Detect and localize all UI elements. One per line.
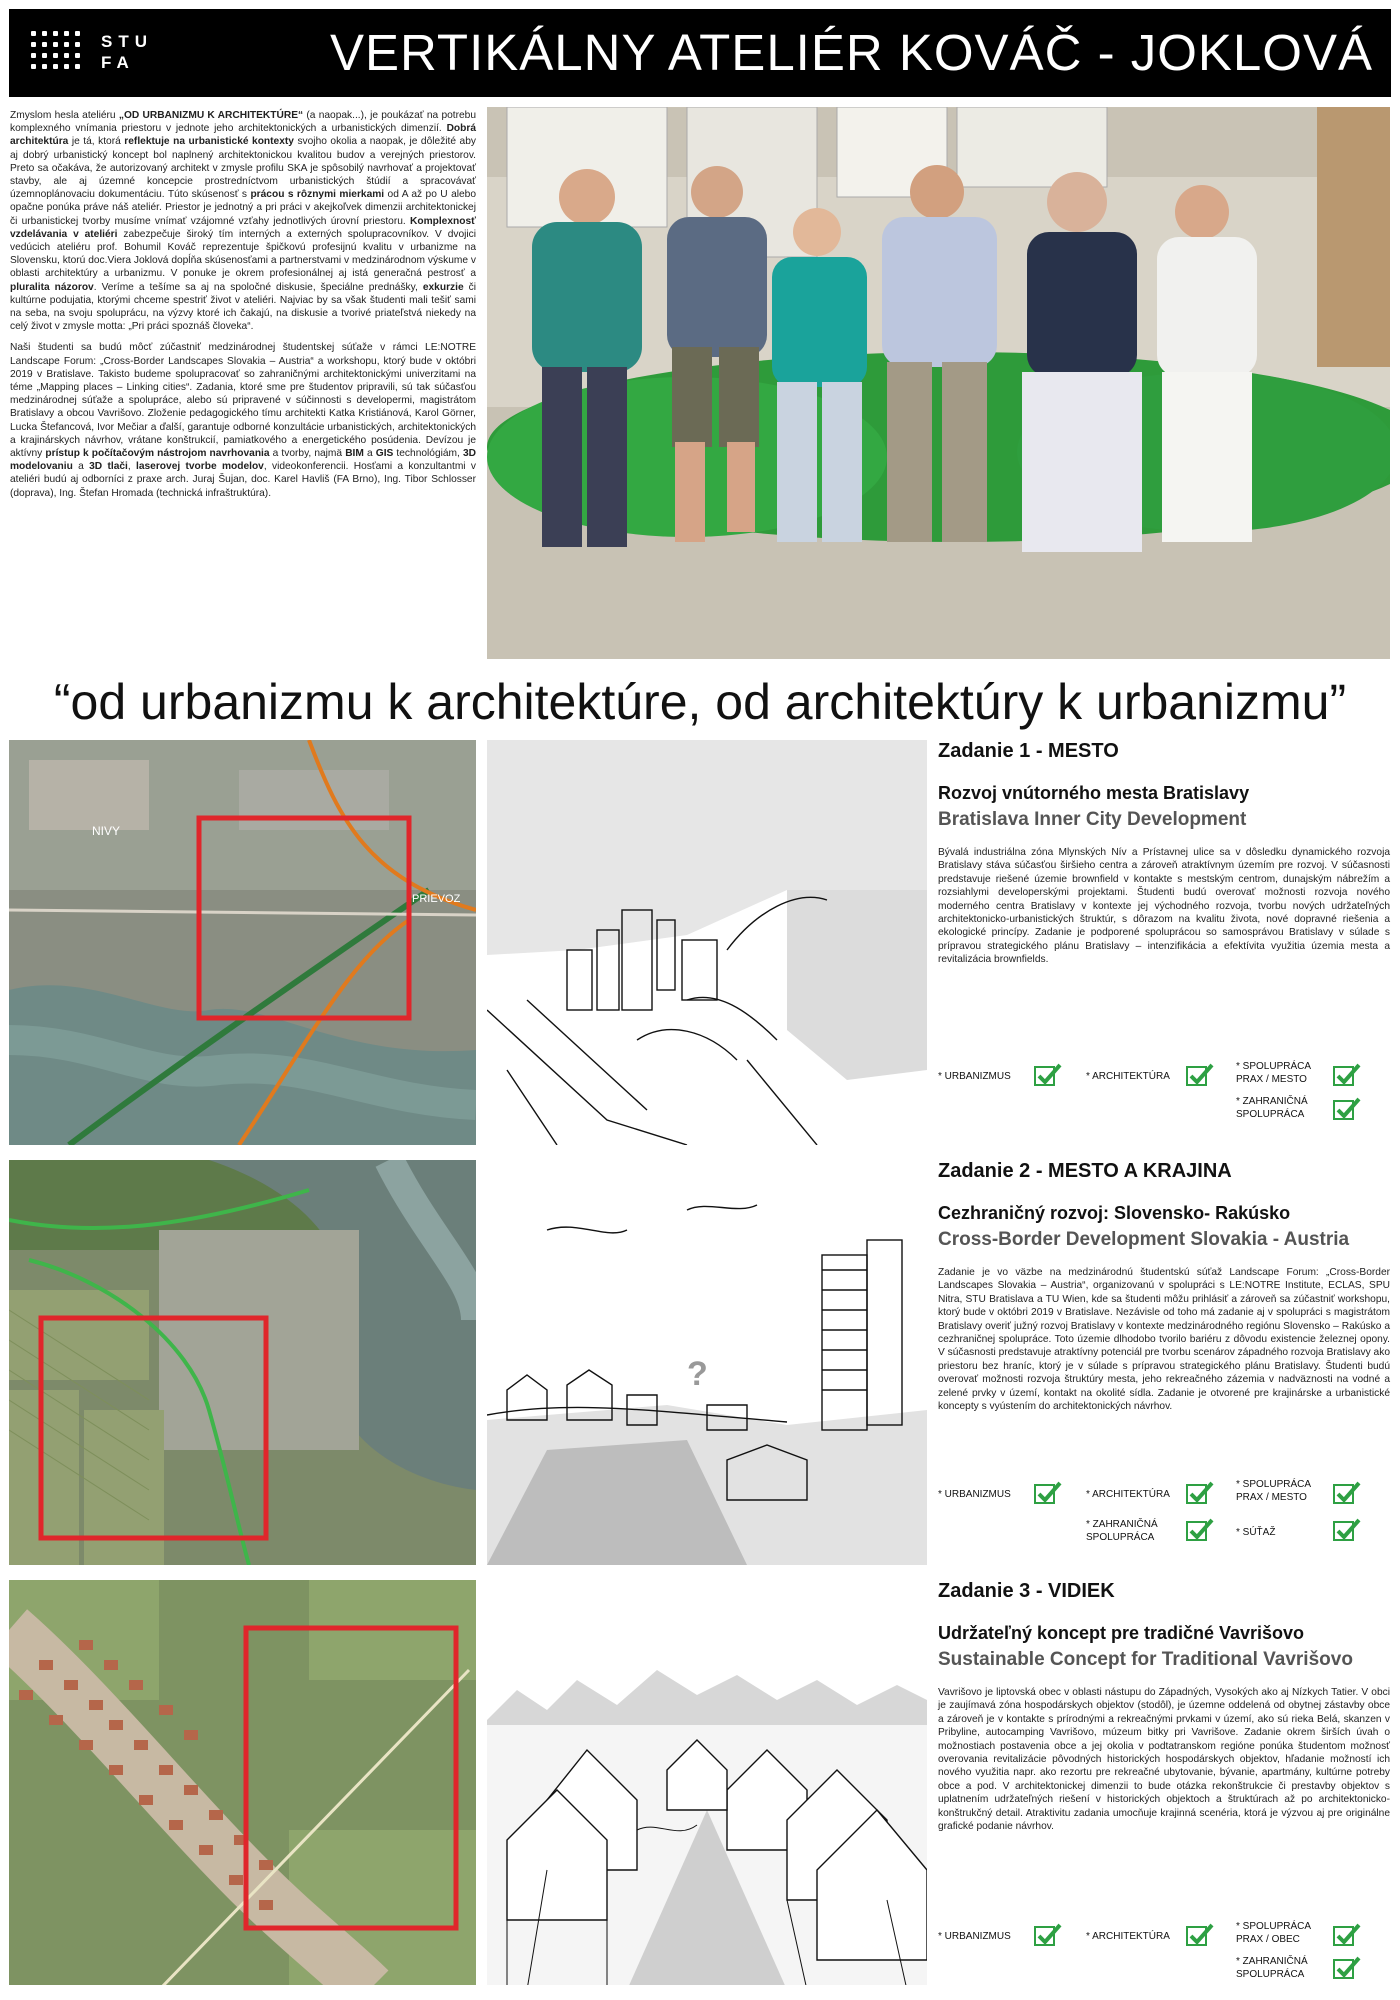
task3-aerial-map	[9, 1580, 476, 1985]
check-icon	[1034, 1923, 1062, 1947]
intro-paragraph-2: Naši študenti sa budú môcť zúčastniť medzinárodnej študentskej súťaže v rámci LE:NOTRE Landscape Forum: „Cross-Border Landscapes Slovakia – Austria“ a workshopu, ktorý bude v októbri 2019 v Bratislave. Takisto budeme spolupracovať so zahraničnými architektonickými univerzitami na téme „Mapping places – Linking cities“. Zadania, ktoré sme pre študentov pripravili, sú tak súčasťou medzinárodnej súťaže a spolupráce, alebo sú pripravené v súčinnosti s developermi, magistrátom Bratislavy a obcou Vavrišovo. Zloženie pedagogického tímu architekti Katka Kristiánová, Karol Görner, Lucka Štefancová, Ivor Mečiar a ďalší, garantuje odborné konzultácie urbanistických, architektonických a krajinárskych návrhov, vrátane konštrukcií, pamiatkového a energetického posúdenia. Devízou je aktívny prístup k počítačovým nástrojom navrhovania a tvorby, najmä BIM a GIS technológiám, 3D modelovaniu a 3D tlači, laserovej tvorbe modelov, videokonferencii. Hosťami a konzultantmi v ateliéri budú aj odborníci z praxe arch. Juraj Šujan, doc. Karel Havliš (FA Brno), Ing. Tibor Schlosser (doprava), Ing. Štefan Hromada (technická infraštruktúra).	[10, 342, 476, 499]
task3-title-sk: Udržateľný koncept pre tradičné Vavrišovo	[938, 1623, 1305, 1643]
task2-title-sk: Cezhraničný rozvoj: Slovensko- Rakúsko	[938, 1203, 1291, 1223]
task3-description	[938, 1578, 1390, 1833]
task1-text: Bývalá industriálna zóna Mlynských Nív a Prístavnej ulice sa v dôsledku dynamického rozvoja Bratislavy stáva súčasťou širšieho centra a zároveň atraktívnym územím pre rozvoj. V súčasnosti predstavuje riešené územie brownfield v kontakte s mestským centrom, dunajským nábrežím a rozsiahlymi developerskými projektami. Študenti budú overovať možnosti rozvoja nového moderného centra Bratislavy v kontexte jej východného rozvoja, tvorbu nových udržateľných architektonicko-urbanistických štruktúr, s dôrazom na kvalitu života, nové dopravné riešenia a ekologické princípy. Zadanie je podporené spoluprácou so samosprávou Bratislavy v súlade s prípravou strategického plánu Bratislavy – intenzifikácia a efektívita využitia územia mesta a revitalizácia brownfields.	[938, 847, 1390, 966]
task1-sketch	[487, 740, 927, 1145]
team-photo	[487, 107, 1390, 659]
task2-description	[938, 1158, 1390, 1413]
check-icon	[1333, 1481, 1361, 1505]
task2-text: Zadanie je vo väzbe na medzinárodnú študentskú súťaž Landscape Forum: „Cross-Border Landscapes Slovakia – Austria“, organizovanú v spolupráci s LE:NOTRE Institute, ECLAS, SPU Nitra, STU Bratislava a TU Wien, kde sa študenti môžu prihlásiť a zároveň sa zúčastniť workshopu, ktorý bude v októbri 2019 v Bratislave. Nezávisle od toho má zadanie aj v spolupráci s magistrátom Bratislavy overiť južný rozvoj Bratislavy v kontexte medzinárodného regiónu Slovensko – Rakúsko a cezhraničnej spolupráce. Toto územie dlhodobo tvorilo bariéru z dôvodu existencie železnej opony. V súčasnosti predstavuje atraktívny potenciál pre tvorbu scenárov západného rozvoja Bratislavy ako priestoru bez hraníc, ktorý je v súlade s prípravou strategického plánu Bratislavy. Študenti budú overovať možnosti rozvoja štruktúry mesta, jeho rekreačného zázemia v nadväznosti na vodné a zelené prvky v území, kontakt na okolité sídla. Zadanie je otvorené pre krajinárske a urbanistické koncepty s vyústením do architektonických návrhov.	[938, 1267, 1390, 1413]
task3-sketch	[487, 1580, 927, 1985]
task2-title-en: Cross-Border Development Slovakia - Austria	[938, 1229, 1350, 1250]
check-spolupraca-label: * SPOLUPRÁCA PRAX / MESTO	[1236, 1479, 1312, 1503]
map-label-nivy: NIVY	[92, 824, 121, 838]
logo-text-fa: FA	[101, 53, 135, 72]
check-spolupraca-label: * SPOLUPRÁCA PRAX / OBEC	[1236, 1921, 1312, 1945]
check-urbanizmus-label: * URBANIZMUS	[938, 1071, 1011, 1082]
check-icon	[1333, 1063, 1361, 1087]
check-zahranicna-label: * ZAHRANIČNÁ SPOLUPRÁCA	[1086, 1519, 1158, 1543]
header-bar	[9, 9, 1391, 97]
task3-title-en: Sustainable Concept for Traditional Vavrišovo	[938, 1649, 1353, 1670]
check-urbanizmus-label: * URBANIZMUS	[938, 1931, 1011, 1942]
task3-text: Vavrišovo je liptovská obec v oblasti nástupu do Západných, Vysokých ako aj Nízkych Tatier. V obci je zaujímavá zóna hospodárskych objektov (stodôl), je územne oddelená od obytnej zástavby obce a zároveň je v kontakte s prírodnými a rekreačnými prvkami v území, ako sú rieka Belá, skanzen v Pribyline, autocamping Vavrišovo, múzeum bitky pri Vavrišove. Zadanie okrem širších úvah o možnostiach postavenia obce a jej okolia v podtatranskom regióne ponúka študentom možnosť overovania revitalizácie pôvodných historických hospodárskych objektov, hľadanie možností ich nového využitia napr. ako rezortu pre rekreačné ubytovanie, bývanie, apartmány, kultúrne potreby obce a pod. V architektonickej dimenzii to bude otázka rekonštrukcie či prestavby objektov s uplatnením udržateľných riešení v historických objektoch a štruktúrach až po architektonicko-konštrukčný detail. Atraktivitu zadania umocňuje krajinná scenéria, ktorá je výzvou aj pre originálne grafické podanie návrhov.	[938, 1687, 1390, 1833]
check-architektura-label: * ARCHITEKTÚRA	[1086, 1931, 1170, 1942]
check-icon	[1034, 1481, 1062, 1505]
logo-dots-icon	[31, 29, 87, 75]
task2-aerial-map	[9, 1160, 476, 1565]
check-sutaz-label: * SÚŤAŽ	[1236, 1527, 1276, 1538]
map-label-prievoz: PRIEVOZ	[412, 893, 461, 905]
check-zahranicna-label: * ZAHRANIČNÁ SPOLUPRÁCA	[1236, 1096, 1308, 1120]
check-icon	[1186, 1518, 1214, 1542]
check-zahranicna-label: * ZAHRANIČNÁ SPOLUPRÁCA	[1236, 1956, 1308, 1980]
task1-title-en: Bratislava Inner City Development	[938, 809, 1247, 830]
check-icon	[1333, 1956, 1361, 1980]
check-icon	[1186, 1063, 1214, 1087]
check-icon	[1333, 1923, 1361, 1947]
page-title: VERTIKÁLNY ATELIÉR KOVÁČ - JOKLOVÁ	[329, 24, 1373, 81]
logo-text-stu: STU	[101, 32, 153, 51]
task2-sketch	[487, 1160, 927, 1565]
task1-title-sk: Rozvoj vnútorného mesta Bratislavy	[938, 783, 1250, 803]
check-urbanizmus-label: * URBANIZMUS	[938, 1489, 1011, 1500]
svg-text:?: ?	[687, 1355, 708, 1393]
task2-heading: Zadanie 2 - MESTO A KRAJINA	[938, 1160, 1232, 1182]
check-architektura-label: * ARCHITEKTÚRA	[1086, 1489, 1170, 1500]
task3-heading: Zadanie 3 - VIDIEK	[938, 1580, 1115, 1602]
task1-heading: Zadanie 1 - MESTO	[938, 740, 1119, 762]
check-architektura-label: * ARCHITEKTÚRA	[1086, 1071, 1170, 1082]
task1-description	[938, 738, 1390, 967]
check-icon	[1333, 1518, 1361, 1542]
stu-fa-logo	[31, 29, 171, 79]
intro-text	[10, 109, 476, 508]
check-icon	[1186, 1481, 1214, 1505]
intro-paragraph-1: Zmyslom hesla ateliéru „OD URBANIZMU K ARCHITEKTÚRE“ (a naopak...), je poukázať na potrebu komplexného vnímania priestoru v jednote jeho architektonických a urbanistických dimenzií. Dobrá architektúra je tá, ktorá reflektuje na urbanistické kontexty svojho okolia a naopak, je dôležité aby aj dobrý urbanistický koncept bol naplnený architektonickou kvalitou budov a verejných priestorov. Preto sa očakáva, že autorizovaný architekt v zmysle profilu SKA je spôsobilý navrhovať a projektovať stavby, ale aj územné koncepcie prostredníctvom urbanistických štúdií a spracovávať územnoplánovaciu dokumentáciu. Túto skúsenosť s prácou s rôznymi mierkami od A až po U alebo opačne ponúka práve náš ateliér. Priestor je jednotný a pri práci v akejkoľvek dimenzii architektonickej či urbanistickej tvorby musíme vnímať vzájomné vzťahy jednotlivých úrovní priestoru. Komplexnosť vzdelávania v ateliéri zabezpečuje široký tím interných a externých spolupracovníkov. V dvojici vedúcich ateliéru prof. Bohumil Kováč reprezentuje špičkovú profesijnú kvalitu v urbanizme na Slovensku, ktorú doc.Viera Joklová dopĺňa skúsenosťami a partnerstvami v medzinárodnom výskume v oblasti architektúry a urbanizmu. V ponuke je okrem profesionálnej aj istá generačná pestrosť a pluralita názorov. Veríme a tešíme sa aj na spoločné diskusie, špeciálne prednášky, exkurzie či kultúrne podujatia, ktorými chceme spestriť život v ateliéri. Najviac by sa však študenti mali tešiť sami na seba, na svoju spoluprácu, na výzvy ktoré ich čakajú, na diskusie a tvorivé priateľstvá niekedy na celý život v zmysle motta: „Pri práci spoznáš človeka“.	[10, 110, 477, 333]
task1-aerial-map	[9, 740, 476, 1145]
check-icon	[1333, 1097, 1361, 1121]
check-icon	[1034, 1063, 1062, 1087]
check-icon	[1186, 1923, 1214, 1947]
check-spolupraca-label: * SPOLUPRÁCA PRAX / MESTO	[1236, 1061, 1312, 1085]
motto-quote: “od urbanizmu k architektúre, od architektúry k urbanizmu”	[53, 674, 1347, 730]
